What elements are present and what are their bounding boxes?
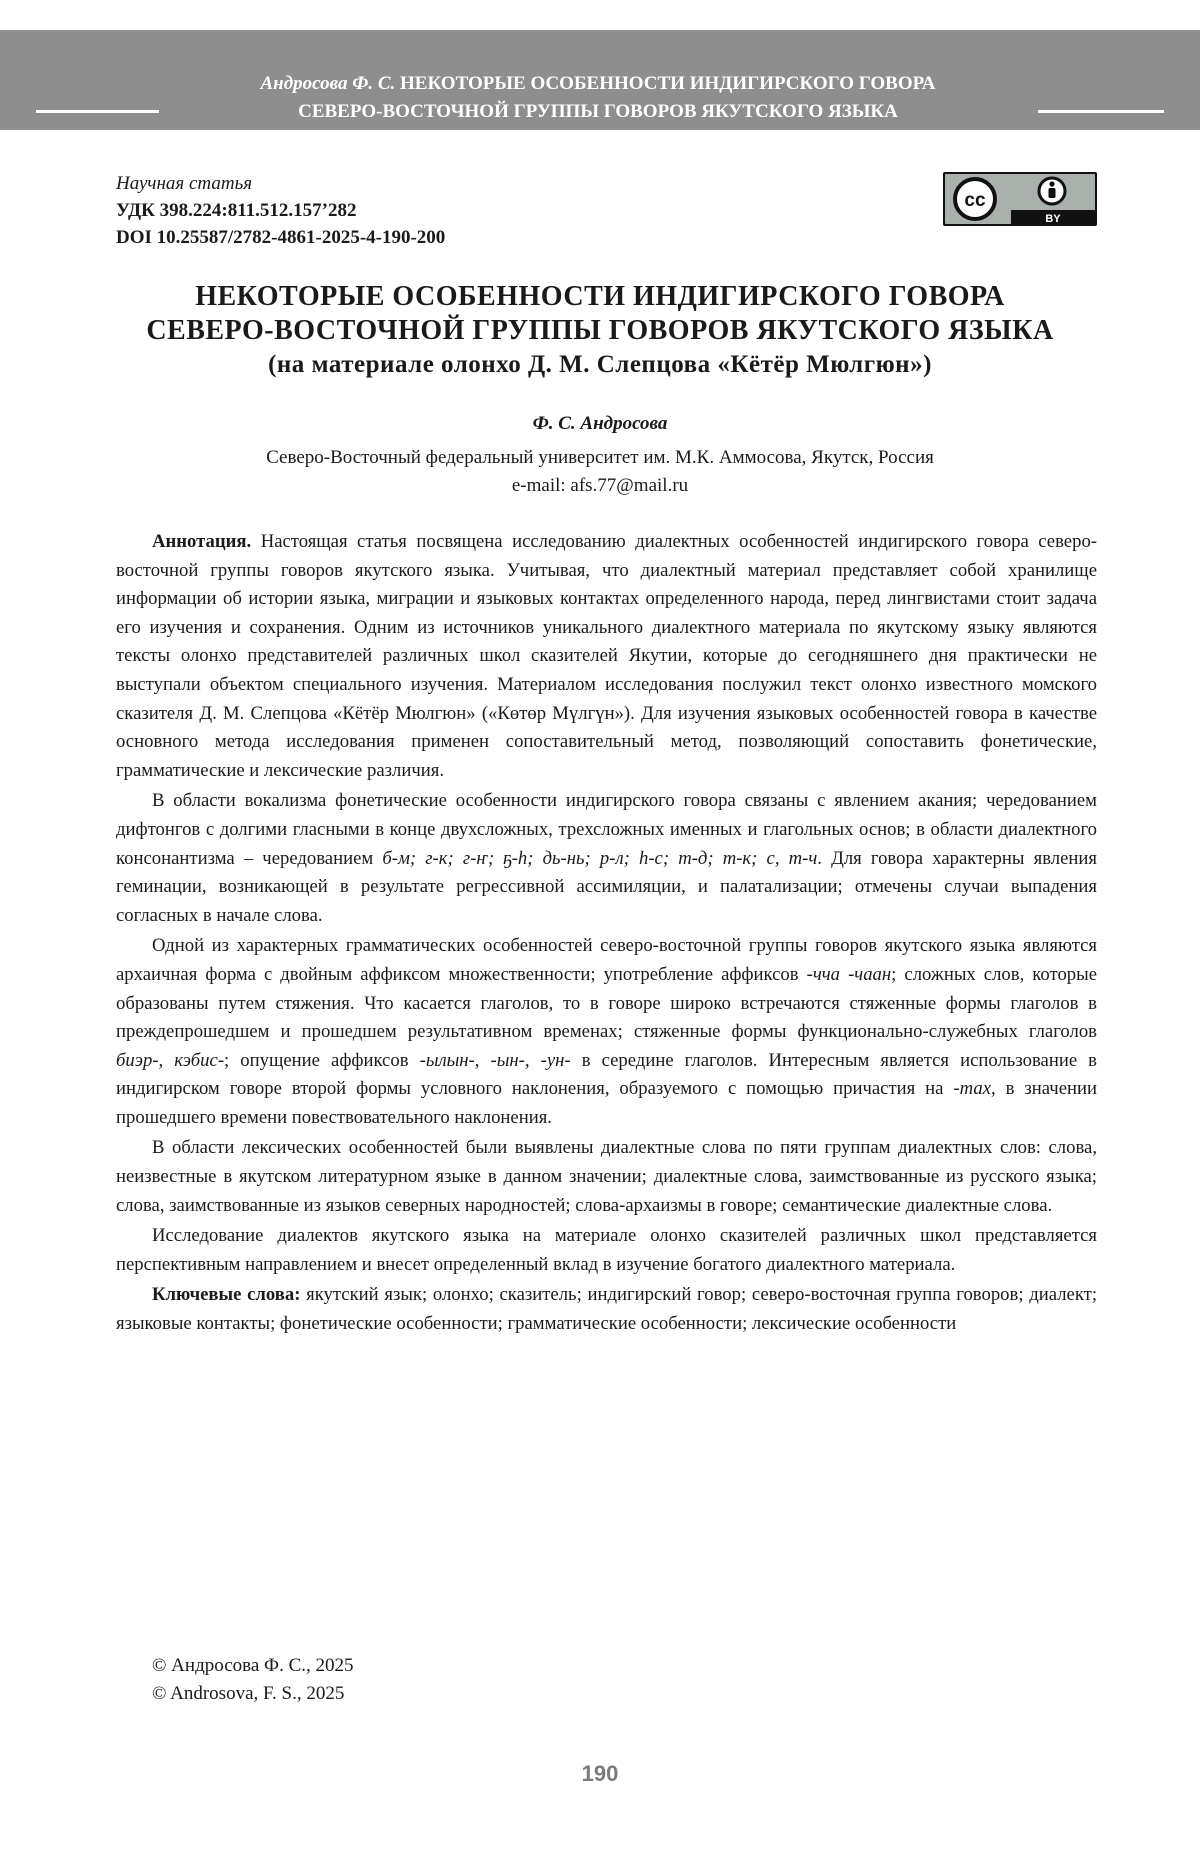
- abstract: [116, 528, 1097, 1339]
- abstract-affix-3: -тах: [953, 1078, 991, 1100]
- abstract-paragraph-4: В области лексических особенностей были выявлены диалектные слова по пяти группам диалектных слов: слова, неизвестные в якутском литературном языке в данном значении; диалектные слова, заимствованные из русского языка; слова, заимствованные из языков северных народностей; слова-архаизмы в говоре; семантические диалектные слова.: [116, 1137, 1097, 1216]
- abstract-affix-1: -чча -чаан: [806, 963, 892, 985]
- author-name: Ф. С. Андросова: [532, 413, 668, 434]
- abstract-text-3b: ; сложных слов, которые образованы путем стяжения. Что касается глаголов, то в говоре широко встречаются стяженные формы глаголов в преждепрошедшем и прошедшем результативном временах; стяженные формы функционально-служебных глаголов: [116, 963, 1097, 1043]
- author-affiliation-block: [100, 444, 1100, 500]
- running-header-line3: (на материале олонхо Д.М. Слепцова «Кётёр Мюлгюн»): [357, 129, 839, 150]
- author-affiliation: Северо-Восточный федеральный университет им. М.К. Аммосова, Якутск, Россия: [266, 447, 934, 468]
- keywords-text: якутский язык; олонхо; сказитель; индигирский говор; северо-восточная группа говоров; диалект; языковые контакты; фонетические особенности; грамматические особенности; лексические особенности: [116, 1284, 1098, 1335]
- abstract-affix-2: -ылын-, -ын-, -ун-: [419, 1049, 571, 1071]
- running-header-line2: СЕВЕРО-ВОСТОЧНОЙ ГРУППЫ ГОВОРОВ ЯКУТСКОГО ЯЗЫКА: [298, 101, 898, 122]
- article-title: [100, 280, 1100, 382]
- title-subtitle: (на материале олонхо Д. М. Слепцова «Кётёр Мюлгюн»): [268, 351, 932, 378]
- abstract-label: Аннотация.: [152, 531, 252, 552]
- cc-label: cc: [964, 190, 986, 211]
- abstract-text-2a: В области вокализма фонетические особенности индигирского говора связаны с явлением акания; чередованием дифтонгов с долгими гласными в конце двухсложных, трехсложных именных и глагольных основ; в области диалектного консонантизма – чередованием: [116, 790, 1097, 869]
- abstract-text-3d: в середине глаголов. Интересным является использование в индигирском говоре второй формы условного наклонения, образуемого с помощью причастия на: [116, 1049, 1098, 1100]
- abstract-alternations: б-м; г-к; г-ҥ; ҕ-һ; дь-нь; р-л; һ-с; т-д; т-к; с, т-ч: [382, 847, 818, 869]
- abstract-text-3e: , в значении прошедшего времени повествовательного наклонения.: [116, 1078, 1097, 1128]
- title-line1: НЕКОТОРЫЕ ОСОБЕННОСТИ ИНДИГИРСКОГО ГОВОРА: [195, 281, 1005, 312]
- page-number: 190: [581, 1761, 619, 1786]
- abstract-text-3c: ; опущение аффиксов: [224, 1049, 420, 1071]
- keywords-label: Ключевые слова:: [152, 1284, 301, 1306]
- running-header-author: Андросова Ф. С.: [260, 73, 396, 94]
- abstract-paragraph-5: Исследование диалектов якутского языка на материале олонхо сказителей различных школ представляется перспективным направлением и внесет определенный вклад в изучение богатого диалектного материала.: [116, 1225, 1097, 1275]
- running-header-title-part: НЕКОТОРЫЕ ОСОБЕННОСТИ ИНДИГИРСКОГО ГОВОРА: [400, 73, 936, 94]
- abstract-text-2b: . Для говора характерны явления геминации, возникающей в результате регрессивной ассимиляции, и палатализации; отмечены случаи выпадения согласных в начале слова.: [116, 847, 1097, 926]
- udc-code: УДК 398.224:811.512.157’282: [116, 200, 357, 221]
- title-line2: СЕВЕРО-ВОСТОЧНОЙ ГРУППЫ ГОВОРОВ ЯКУТСКОГО ЯЗЫКА: [146, 315, 1054, 346]
- cc-by-license-badge[interactable]: [943, 172, 1097, 226]
- copyright-ru: © Андросова Ф. С., 2025: [152, 1655, 354, 1676]
- abstract-verbs: биэр-, кэбис-: [116, 1049, 225, 1071]
- by-label: BY: [1045, 213, 1061, 224]
- doi: DOI 10.25587/2782-4861-2025-4-190-200: [116, 227, 446, 248]
- header-rule-right: [1038, 110, 1164, 113]
- abstract-text-3a: Одной из характерных грамматических особенностей северо-восточной группы говоров якутского языка являются архаичная форма с двойным аффиксом множественности; употребление аффиксов: [116, 935, 1097, 985]
- keywords-paragraph: [116, 1281, 1097, 1338]
- article-meta: [116, 170, 445, 251]
- abstract-paragraph-2: [116, 787, 1097, 930]
- running-header-text: [160, 70, 1036, 154]
- author-email: e-mail: afs.77@mail.ru: [511, 475, 689, 496]
- copyright-block: [152, 1652, 354, 1708]
- running-header-line1: [160, 70, 1036, 98]
- abstract-paragraph-1: [116, 528, 1097, 785]
- running-header-banner: [0, 30, 1200, 150]
- cc-icon: [945, 174, 1095, 224]
- abstract-paragraph-3: [116, 932, 1097, 1132]
- article-type: Научная статья: [116, 173, 253, 194]
- copyright-en: © Androsova, F. S., 2025: [152, 1683, 345, 1704]
- abstract-text-1: Настоящая статья посвящена исследованию диалектных особенностей индигирского говора северо-восточной группы говоров якутского языка. Учитывая, что диалектный материал представляет собой хранилище информации об истории языка, миграции и языковых контактах определенного народа, перед лингвистами стоит задача его изучения и сохранения. Одним из источников уникального диалектного материала по якутскому языку являются тексты олонхо представителей различных школ сказителей Якутии, которые до сегодняшнего дня практически не выступали объектом специального изучения. Материалом исследования послужил текст олонхо известного момского сказителя Д. М. Слепцова «Кётёр Мюлгюн» («Көтөр Мүлгүн»). Для изучения языковых особенностей говора в качестве основного метода исследования применен сопоставительный метод, позволяющий сопоставить фонетические, грамматические и лексические различия.: [116, 531, 1098, 781]
- header-rule-left: [36, 110, 159, 113]
